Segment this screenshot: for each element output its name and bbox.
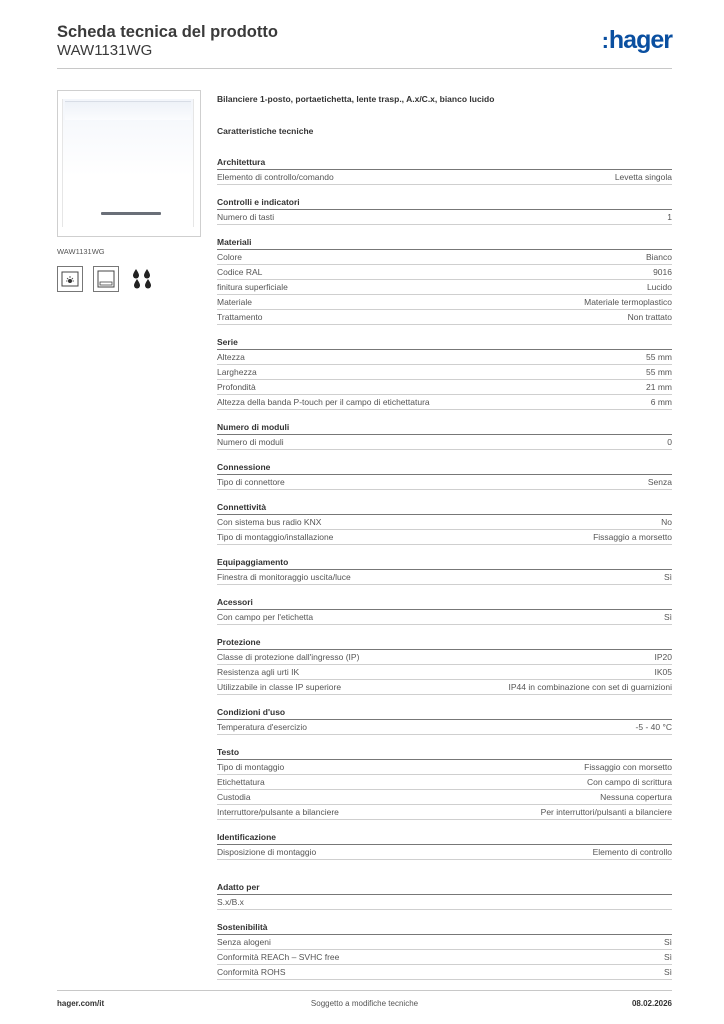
spec-row [217,475,672,490]
spec-value: Fissaggio a morsetto [593,532,672,542]
spec-label: Resistenza agli urti IK [217,667,300,677]
spec-label: Senza alogeni [217,937,271,947]
spec-label: Tipo di connettore [217,477,285,487]
spec-row [217,950,672,965]
section-title: Materiali [217,235,672,250]
spec-label: Materiale [217,297,252,307]
spec-value: Non trattato [627,312,672,322]
spec-section [217,705,672,735]
spec-value: Senza [647,477,672,487]
logo-text: hager [608,26,672,54]
rocker-switch-illustration [62,99,194,227]
spec-value: IP44 in combinazione con set di guarnizioni [508,682,672,692]
spec-label: Conformità ROHS [217,967,286,977]
light-indicator-icon [57,266,83,292]
spec-label: Colore [217,252,243,262]
spec-value: Elemento di controllo [592,847,672,857]
spec-row [217,265,672,280]
spec-row [217,170,672,185]
product-image-caption: WAW1131WG [57,247,105,256]
product-image [57,90,201,237]
feature-icons [57,266,201,292]
spec-row [217,775,672,790]
spec-section [217,595,672,625]
spec-row [217,435,672,450]
spec-value: Sì [663,612,672,622]
spec-value: 55 mm [646,352,672,362]
product-description: Bilanciere 1-posto, portaetichetta, lente trasp., A.x/C.x, bianco lucido [217,94,495,104]
spec-row [217,515,672,530]
spec-section [217,155,672,185]
spec-row [217,805,672,820]
hager-logo: :hager [601,26,672,54]
section-title: Equipaggiamento [217,555,672,570]
spec-row [217,790,672,805]
spec-row [217,365,672,380]
section-title: Controlli e indicatori [217,195,672,210]
spec-section [217,235,672,325]
spec-value: Sì [663,572,672,582]
footer-date: 08.02.2026 [631,999,672,1008]
spec-value: 55 mm [646,367,672,377]
spec-value: Materiale termoplastico [584,297,672,307]
spec-label: Tipo di montaggio [217,762,285,772]
spec-section [217,195,672,225]
spec-label: Etichettatura [217,777,265,787]
spec-value: -5 - 40 °C [635,722,672,732]
spec-row [217,570,672,585]
spec-label: Disposizione di montaggio [217,847,317,857]
spec-section [217,555,672,585]
product-code: WAW1131WG [57,42,153,59]
spec-value: Con campo di scrittura [586,777,672,787]
spec-row [217,530,672,545]
spec-value: 1 [667,212,672,222]
spec-label: Numero di moduli [217,437,284,447]
spec-label: Con campo per l'etichetta [217,612,314,622]
spec-row [217,895,672,910]
section-title: Serie [217,335,672,350]
spec-value: Sì [663,967,672,977]
section-title: Architettura [217,155,672,170]
spec-row [217,210,672,225]
footer-website: hager.com/it [57,999,105,1008]
spec-value: No [661,517,672,527]
spec-row [217,610,672,625]
spec-value: Sì [663,937,672,947]
spec-value: Lucido [646,282,672,292]
spec-section [217,920,672,980]
spec-row [217,380,672,395]
spec-label: S.x/B.x [217,897,244,907]
spec-label: Codice RAL [217,267,263,277]
section-title: Protezione [217,635,672,650]
spec-row [217,665,672,680]
spec-section [217,460,672,490]
spec-value: 21 mm [646,382,672,392]
spec-row [217,845,672,860]
spec-label: finitura superficiale [217,282,288,292]
spec-value: IK05 [654,667,672,677]
spec-row [217,680,672,695]
spec-value: Sì [663,952,672,962]
spec-label: Utilizzabile in classe IP superiore [217,682,342,692]
spec-value: Per interruttori/pulsanti a bilanciere [540,807,672,817]
label-field-icon [93,266,119,292]
spec-label: Con sistema bus radio KNX [217,517,322,527]
spec-row [217,250,672,265]
spec-label: Classe di protezione dall'ingresso (IP) [217,652,360,662]
spec-value: Levetta singola [614,172,672,182]
footer-note: Soggetto a modifiche tecniche [310,999,419,1008]
page-header [57,20,672,70]
spec-row [217,395,672,410]
spec-label: Finestra di monitoraggio uscita/luce [217,572,351,582]
indicator-bar [101,212,161,215]
spec-section [217,335,672,410]
spec-row [217,280,672,295]
spec-sections [217,155,672,980]
spec-row [217,650,672,665]
spec-section [217,745,672,820]
spec-label: Larghezza [217,367,257,377]
header-divider [57,68,672,69]
label-window [65,101,191,120]
section-title: Connessione [217,460,672,475]
section-title: Numero di moduli [217,420,672,435]
section-title: Adatto per [217,880,672,895]
characteristics-title: Caratteristiche tecniche [217,126,314,136]
spec-row [217,720,672,735]
section-title: Identificazione [217,830,672,845]
spec-section [217,880,672,910]
spec-value: 0 [667,437,672,447]
spec-row [217,310,672,325]
spec-label: Trattamento [217,312,263,322]
section-title: Testo [217,745,672,760]
spec-label: Altezza [217,352,245,362]
spec-label: Profondità [217,382,256,392]
spec-value: Fissaggio con morsetto [584,762,672,772]
spec-value: IP20 [654,652,672,662]
spec-label: Tipo di montaggio/installazione [217,532,334,542]
page-footer [57,990,672,1015]
spec-row [217,935,672,950]
spec-label: Temperatura d'esercizio [217,722,307,732]
water-drops-icon [129,266,155,292]
section-title: Condizioni d'uso [217,705,672,720]
spec-label: Custodia [217,792,251,802]
spec-label: Interruttore/pulsante a bilanciere [217,807,339,817]
product-panel [57,90,201,292]
spec-section [217,635,672,695]
section-title: Sostenibilità [217,920,672,935]
spec-label: Numero di tasti [217,212,275,222]
spec-row [217,760,672,775]
spec-section [217,420,672,450]
spec-label: Altezza della banda P-touch per il campo di etichettatura [217,397,430,407]
section-title: Acessori [217,595,672,610]
page-title: Scheda tecnica del prodotto [57,23,278,41]
spec-label: Conformità REACh – SVHC free [217,952,340,962]
spec-value: 6 mm [650,397,672,407]
spec-row [217,965,672,980]
spec-section [217,830,672,860]
spec-value: Nessuna copertura [600,792,672,802]
spec-sheet [217,94,672,990]
spec-section [217,500,672,545]
spec-row [217,295,672,310]
section-title: Connettività [217,500,672,515]
spec-row [217,350,672,365]
spec-value: Bianco [646,252,672,262]
spec-value: 9016 [653,267,672,277]
spec-label: Elemento di controllo/comando [217,172,334,182]
